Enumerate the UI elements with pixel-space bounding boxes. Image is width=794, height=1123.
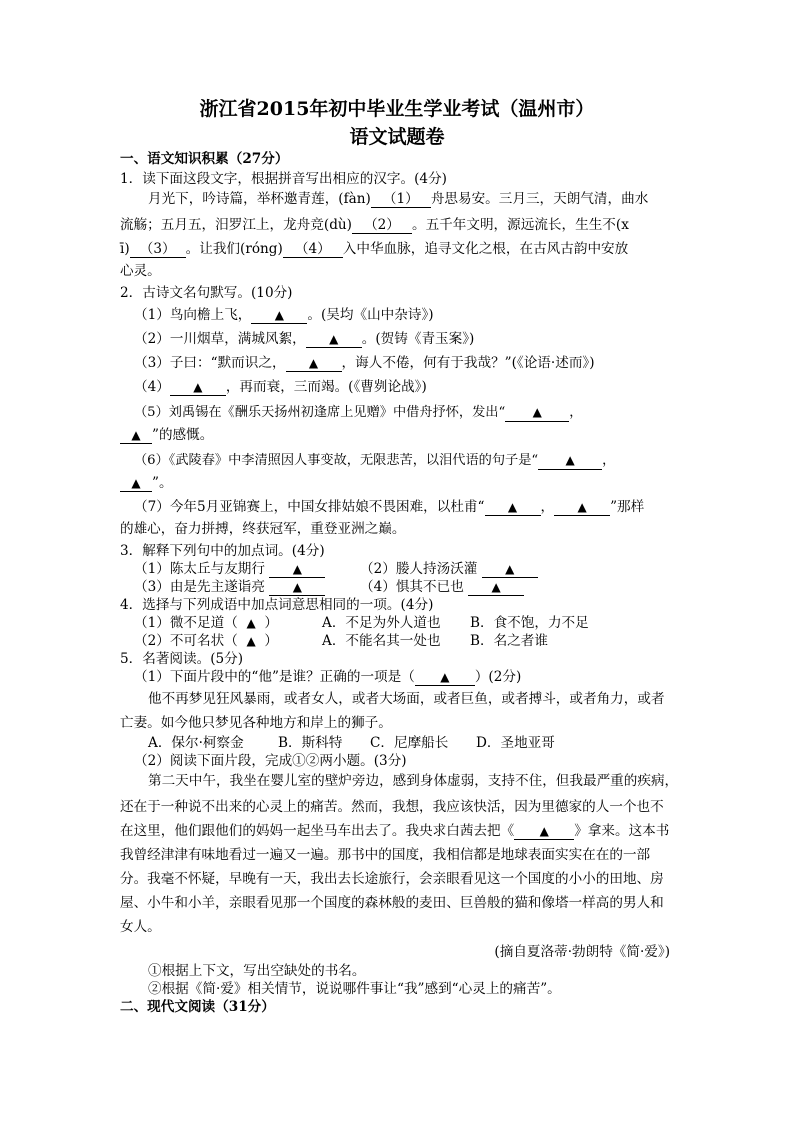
option: D．圣地亚哥 (476, 735, 555, 751)
text-line: （3）子曰：“默而识之， ▲ ，诲人不倦，何有于我哉？”(《论语·述而》) (134, 355, 595, 371)
answer-blank: ▲ (485, 499, 541, 516)
text-line: （4）惧其不已也 ▲ (360, 578, 524, 596)
text-line: （6）《武陵春》中李清照因人事变故，无限悲苦，以泪代语的句子是“ ▲ ， (134, 453, 616, 468)
option: C．尼摩船长 (370, 735, 449, 751)
text-line: 第二天中午，我坐在婴儿室的壁炉旁边，感到身体虚弱，支持不住，但我最严重的疾病， (148, 773, 679, 789)
sub-question: ②根据《简·爱》相关情节，说说哪件事让“我”感到“心灵上的痛苦”。 (148, 981, 561, 997)
option: A．保尔·柯察金 (148, 735, 244, 751)
exam-subtitle: 语文试题卷 (349, 126, 445, 148)
text-line: 心灵。 (120, 263, 161, 279)
answer-blank: ▲ (251, 307, 307, 324)
answer-blank: ▲ (286, 355, 342, 372)
text-line: （1）微不足道（ ▲ ） (134, 615, 278, 631)
option: B．食不饱，力不足 (470, 615, 589, 631)
question-stem: 2．古诗文名句默写。(10分) (120, 285, 293, 301)
text-line: （4） ▲ ，再而衰，三而竭。(《曹刿论战》) (134, 379, 427, 395)
text-line: （5）刘禹锡在《酬乐天扬州初逢席上见赠》中借舟抒怀，发出“ ▲ ， (134, 405, 583, 420)
section-heading: 二、现代文阅读（31分） (120, 999, 275, 1015)
answer-blank: ▲ (505, 404, 569, 422)
text-line: （3）由是先主遂诣亮 ▲ (134, 578, 325, 596)
sub-question: ①根据上下文，写出空缺处的书名。 (148, 963, 366, 979)
answer-blank: ▲ (415, 669, 475, 686)
answer-blank: ▲ (482, 561, 538, 578)
answer-blank: ▲ (269, 579, 325, 596)
question-stem: 3．解释下列句中的加点词。(4分) (120, 543, 325, 559)
text-line: （2）一川烟草，满城风絮， ▲ 。(贺铸《青玉案》) (134, 331, 475, 347)
text-line: 屋、小牛和小羊，亲眼看见那一个国度的森林般的麦田、巨兽般的猫和像塔一样高的男人和 (120, 895, 664, 911)
answer-blank: ▲ (120, 475, 152, 492)
answer-blank: ▲ (468, 579, 524, 596)
text-line: 亡妻。如今他只梦见各种地方和岸上的狮子。 (120, 715, 392, 731)
text-line: （1）陈太丘与友期行 ▲ (134, 560, 325, 578)
text-line: （1）鸟向檐上飞， ▲ 。(吴均《山中杂诗》) (134, 307, 434, 323)
answer-blank: ▲ (306, 331, 362, 348)
text-line: 我曾经津津有味地看过一遍又一遍。那书中的国度，我相信都是地球表面实实在在的一部 (120, 847, 651, 863)
answer-blank: ▲ (170, 379, 226, 396)
text-line: 流觞；五月五，汨罗江上，龙舟竞(dù) （2） 。五千年文明，源远流长，生生不(x (120, 217, 629, 233)
question-stem: 1．读下面这段文字，根据拼音写出相应的汉字。(4分) (120, 171, 447, 187)
answer-blank: （4） (283, 241, 343, 258)
question-stem: 4．选择与下列成语中加点词意思相同的一项。(4分) (120, 597, 434, 613)
text-line: 分。我毫不怀疑，早晚有一天，我出去长途旅行，会亲眼看见这一个国度的小小的田地、房 (120, 871, 664, 887)
text-line: 在这里，他们跟他们的妈妈一起坐马车出去了。我央求白茜去把《 ▲ 》拿来。这本书 (120, 823, 670, 839)
text-line: ▲ ”的感慨。 (120, 426, 213, 444)
question-stem: 5．名著阅读。(5分) (120, 651, 244, 667)
answer-blank: （1） (371, 191, 431, 208)
text-line: 他不再梦见狂风暴雨，或者女人，或者大场面，或者巨鱼，或者搏斗，或者角力，或者 (148, 691, 665, 707)
option: A．不能名其一处也 (322, 633, 441, 649)
answer-blank: ▲ (538, 452, 602, 470)
option: B．斯科特 (278, 735, 343, 751)
option: B．名之者谁 (470, 633, 548, 649)
text-line: 女人。 (120, 919, 161, 935)
text-line: （2）不可名状（ ▲ ） (134, 633, 278, 649)
text-line: ▲ ”。 (120, 474, 173, 492)
option: A．不足为外人道也 (322, 615, 441, 631)
source-citation: (摘自夏洛蒂·勃朗特《简·爱》) (494, 944, 670, 960)
question-stem: （2）阅读下面片段，完成①②两小题。(3分) (134, 753, 407, 769)
text-line: （2）媵人持汤沃灌 ▲ (360, 560, 538, 578)
text-line: 还在于一种说不出来的心灵上的痛苦。然而，我想，我应该快活，因为里德家的人一个也不 (120, 799, 664, 815)
text-line: 月光下，吟诗篇，举杯邀青莲，(fàn) （1） 舟思易安。三月三，天朗气清，曲水 (148, 191, 649, 207)
answer-blank: （3） (130, 241, 186, 258)
answer-blank: （2） (352, 217, 412, 234)
answer-blank: ▲ (269, 561, 325, 578)
answer-blank: ▲ (514, 823, 574, 840)
answer-blank: ▲ (120, 427, 152, 444)
text-line: （7）今年5月亚锦赛上，中国女排姑娘不畏困难，以杜甫“ ▲ ， ▲ ”那样 (134, 499, 645, 515)
text-line: （1）下面片段中的“他”是谁？正确的一项是（ ▲ ）(2分) (134, 669, 522, 685)
text-line: ī) （3） 。让我们(róng) （4） 入中华血脉，追寻文化之根，在古风古韵中安放 (120, 241, 629, 257)
exam-title: 浙江省2015年初中毕业生学业考试（温州市） (199, 98, 595, 120)
section-heading: 一、语文知识积累（27分） (120, 151, 289, 167)
answer-blank: ▲ (554, 499, 610, 516)
text-line: 的雄心，奋力拼搏，终获冠军，重登亚洲之巅。 (120, 521, 406, 537)
